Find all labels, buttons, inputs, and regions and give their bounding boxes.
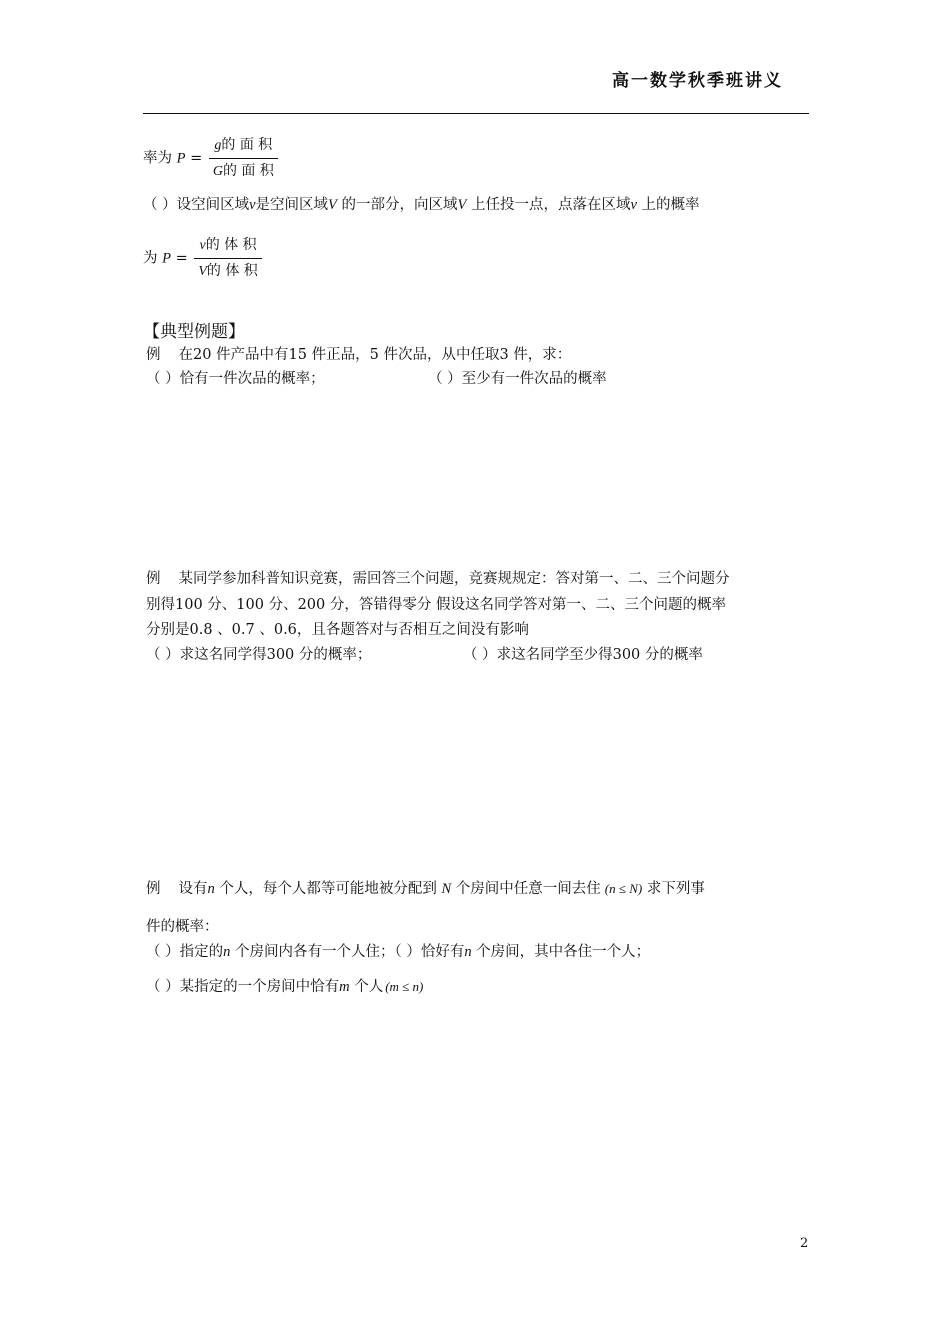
- formula-equals: =: [170, 250, 193, 267]
- example-2-question-1: （ ）求这名同学得300 分的概率；: [146, 647, 372, 663]
- page-header-title: 高一数学秋季班讲义: [612, 71, 783, 91]
- example-1-stem: 例 在20 件产品中有15 件正品，5 件次品，从中任取3 件，求：: [146, 347, 572, 363]
- volume-probability-formula: [143, 236, 264, 281]
- example-2-line-1: 例 某同学参加科普知识竞赛，需回答三个问题，竞赛规规定：答对第一、二、三个问题分: [146, 571, 730, 587]
- area-probability-formula: [143, 136, 280, 181]
- example-label: 例: [146, 571, 161, 587]
- example-label: 例: [146, 347, 161, 363]
- fraction-numerator: g的 面 积: [209, 136, 278, 159]
- volume-fraction: [194, 236, 261, 281]
- area-fraction: [209, 136, 278, 181]
- fraction-denominator: V的 体 积: [198, 263, 258, 279]
- example-3-questions-1-2: （ ）指定的n 个房间内各有一个人住；（ ）恰好有n 个房间，其中各住一个人；: [146, 944, 651, 960]
- header-divider: [143, 113, 809, 114]
- formula-prefix: 为: [143, 250, 158, 267]
- example-label: 例: [146, 881, 161, 897]
- section-heading: 【典型例题】: [143, 322, 245, 342]
- formula-p: P: [162, 250, 171, 267]
- page-number: 2: [800, 1236, 809, 1251]
- example-1-question-1: （ ）恰有一件次品的概率；: [146, 371, 325, 387]
- example-3-question-3: （ ）某指定的一个房间中恰有m 个人 (m ≤ n): [146, 979, 424, 995]
- fraction-denominator: G的 面 积: [212, 163, 274, 179]
- formula-prefix: 率为: [143, 150, 172, 167]
- space-region-statement: （ ）设空间区域v是空间区域V 的一部分，向区域V 上任投一点，点落在区域v 上的概率: [143, 197, 700, 213]
- formula-equals: =: [185, 150, 207, 167]
- condition-m-le-n: (m ≤ n): [385, 979, 424, 994]
- example-1-question-2: （ ）至少有一件次品的概率: [428, 371, 607, 387]
- example-2-line-2: 别得100 分、100 分、200 分，答错得零分 假设这名同学答对第一、二、三个问题的概率: [146, 597, 726, 613]
- example-3-line-1: 例 设有n 个人，每个人都等可能地被分配到 N 个房间中任意一间去住 (n ≤ N) 求下列事: [146, 881, 705, 897]
- formula-p: P: [176, 150, 186, 167]
- example-2-line-3: 分别是0.8 、0.7 、0.6，且各题答对与否相互之间没有影响: [146, 622, 529, 638]
- example-2-question-2: （ ）求这名同学至少得300 分的概率: [463, 647, 703, 663]
- example-3-line-2: 件的概率：: [146, 919, 219, 935]
- fraction-numerator: v的 体 积: [194, 236, 261, 259]
- condition-n-le-N: (n ≤ N): [604, 881, 643, 896]
